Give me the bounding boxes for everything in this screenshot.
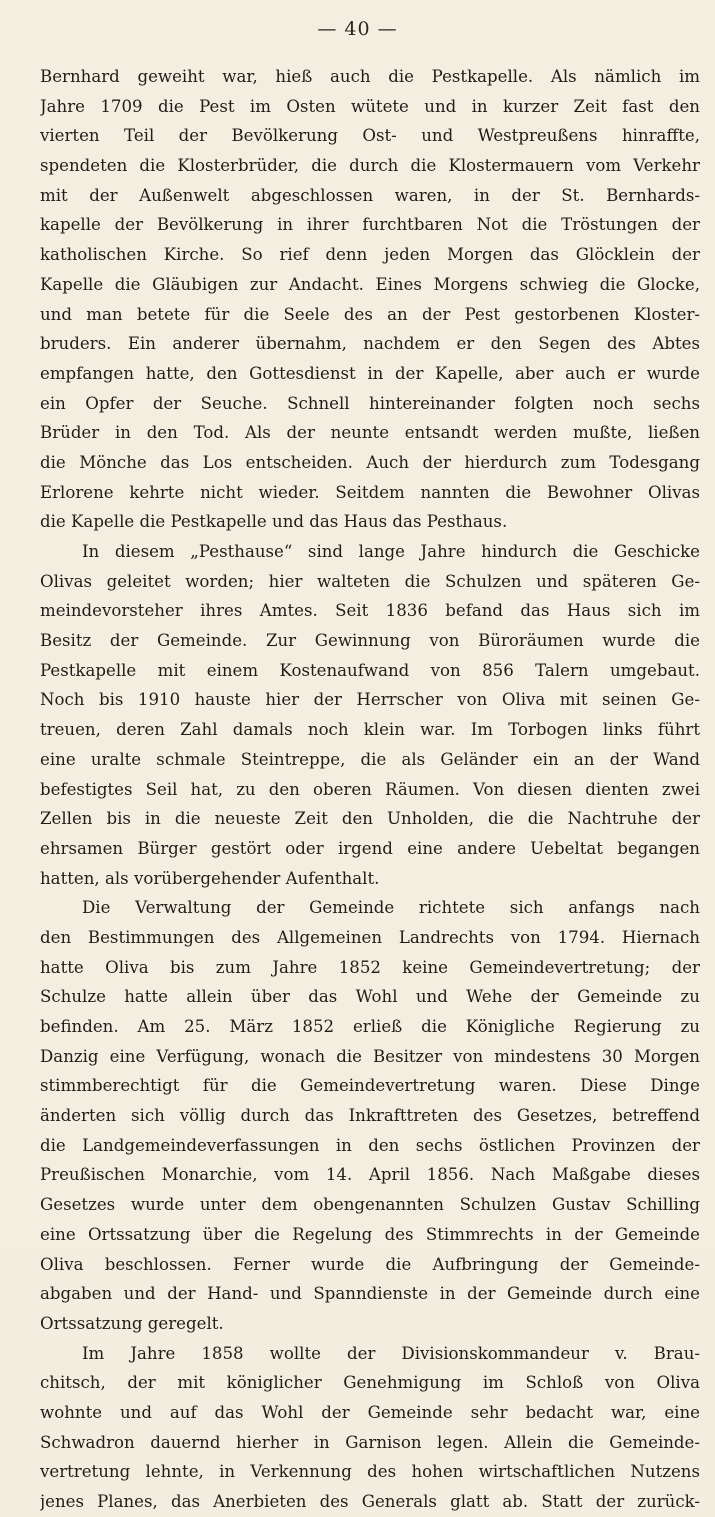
text-line: empfangen hatte, den Gottesdienst in der Kapelle, aber auch er wurde (40, 363, 700, 383)
text-line: In diesem „Pesthause“ sind lange Jahre hindurch die Geschicke (82, 542, 700, 561)
text-line: Zellen bis in die neueste Zeit den Unholden, die die Nachtruhe der (40, 809, 700, 829)
text-line: befinden. Am 25. März 1852 erließ die Königliche Regierung zu (40, 1017, 700, 1036)
text-line: änderten sich völlig durch das Inkrafttreten des Gesetzes, betreffend (40, 1106, 700, 1126)
text-line: vierten Teil der Bevölkerung Ost- und Westpreußens hinraffte, (40, 126, 700, 146)
text-line: Pestkapelle mit einem Kostenaufwand von 856 Talern umgebaut. (40, 660, 700, 680)
text-line: Preußischen Monarchie, vom 14. April 1856. Nach Maßgabe dieses (40, 1165, 700, 1185)
text-line: Oliva beschlossen. Ferner wurde die Aufbringung der Gemeinde- (40, 1254, 700, 1274)
text-line: Die Verwaltung der Gemeinde richtete sich anfangs nach (82, 898, 700, 918)
text-line: chitsch, der mit königlicher Genehmigung im Schloß von Oliva (40, 1373, 700, 1393)
page-number: — 40 — (317, 18, 398, 40)
text-line: Im Jahre 1858 wollte der Divisionskommandeur v. Brau- (82, 1343, 700, 1363)
text-line: ein Opfer der Seuche. Schnell hintereinander folgten noch sechs (40, 393, 700, 413)
text-line: mit der Außenwelt abgeschlossen waren, in der St. Bernhards- (40, 185, 700, 205)
text-line: den Bestimmungen des Allgemeinen Landrechts von 1794. Hiernach (40, 927, 700, 947)
text-line: wohnte und auf das Wohl der Gemeinde sehr bedacht war, eine (40, 1402, 700, 1422)
text-line: Ortssatzung geregelt. (40, 1313, 224, 1333)
text-line: jenes Planes, das Anerbieten des Generals glatt ab. Statt der zurück- (40, 1492, 700, 1511)
text-line: die Mönche das Los entscheiden. Auch der hierdurch zum Todesgang (40, 452, 700, 472)
text-line: Erlorene kehrte nicht wieder. Seitdem nannten die Bewohner Olivas (40, 482, 700, 502)
text-line: eine uralte schmale Steintreppe, die als Geländer ein an der Wand (40, 749, 700, 769)
text-line: stimmberechtigt für die Gemeindevertretung waren. Diese Dinge (40, 1076, 700, 1096)
text-line: Jahre 1709 die Pest im Osten wütete und in kurzer Zeit fast den (40, 96, 700, 116)
text-line: die Kapelle die Pestkapelle und das Haus das Pesthaus. (40, 512, 508, 532)
text-line: Kapelle die Gläubigen zur Andacht. Eines Morgens schwieg die Glocke, (40, 274, 700, 294)
text-line: Noch bis 1910 hauste hier der Herrscher von Oliva mit seinen Ge- (40, 690, 700, 710)
text-line: abgaben und der Hand- und Spanndienste in der Gemeinde durch eine (40, 1284, 700, 1304)
text-line: Schwadron dauernd hierher in Garnison legen. Allein die Gemeinde- (40, 1432, 700, 1452)
text-line: Olivas geleitet worden; hier walteten die Schulzen und späteren Ge- (40, 571, 700, 591)
text-line: hatte Oliva bis zum Jahre 1852 keine Gemeindevertretung; der (40, 957, 700, 977)
text-line: katholischen Kirche. So rief denn jeden Morgen das Glöcklein der (40, 245, 700, 265)
text-line: und man betete für die Seele des an der Pest gestorbenen Kloster- (40, 304, 700, 324)
text-line: Gesetzes wurde unter dem obengenannten Schulzen Gustav Schilling (40, 1195, 700, 1215)
text-line: vertretung lehnte, in Verkennung des hohen wirtschaftlichen Nutzens (40, 1462, 700, 1482)
text-line: Besitz der Gemeinde. Zur Gewinnung von Büroräumen wurde die (40, 631, 700, 651)
text-line: treuen, deren Zahl damals noch klein war. Im Torbogen links führt (40, 720, 700, 740)
text-line: die Landgemeindeverfassungen in den sechs östlichen Provinzen der (40, 1135, 700, 1155)
text-line: ehrsamen Bürger gestört oder irgend eine andere Uebeltat begangen (40, 838, 700, 858)
text-line: befestigtes Seil hat, zu den oberen Räumen. Von diesen dienten zwei (40, 779, 700, 799)
text-line: eine Ortssatzung über die Regelung des Stimmrechts in der Gemeinde (40, 1224, 700, 1244)
text-line: Bernhard geweiht war, hieß auch die Pestkapelle. Als nämlich im (40, 67, 700, 86)
text-line: spendeten die Klosterbrüder, die durch die Klostermauern vom Verkehr (40, 156, 700, 176)
text-line: bruders. Ein anderer übernahm, nachdem er den Segen des Abtes (40, 334, 700, 354)
body-text (40, 62, 700, 1517)
text-line: Brüder in den Tod. Als der neunte entsandt werden mußte, ließen (40, 423, 700, 443)
text-line: Danzig eine Verfügung, wonach die Besitzer von mindestens 30 Morgen (40, 1046, 700, 1066)
text-line: Schulze hatte allein über das Wohl und Wehe der Gemeinde zu (40, 987, 700, 1007)
text-line: meindevorsteher ihres Amtes. Seit 1836 befand das Haus sich im (40, 601, 700, 621)
text-line: kapelle der Bevölkerung in ihrer furchtbaren Not die Tröstungen der (40, 215, 700, 235)
text-line: hatten, als vorübergehender Aufenthalt. (40, 868, 380, 888)
